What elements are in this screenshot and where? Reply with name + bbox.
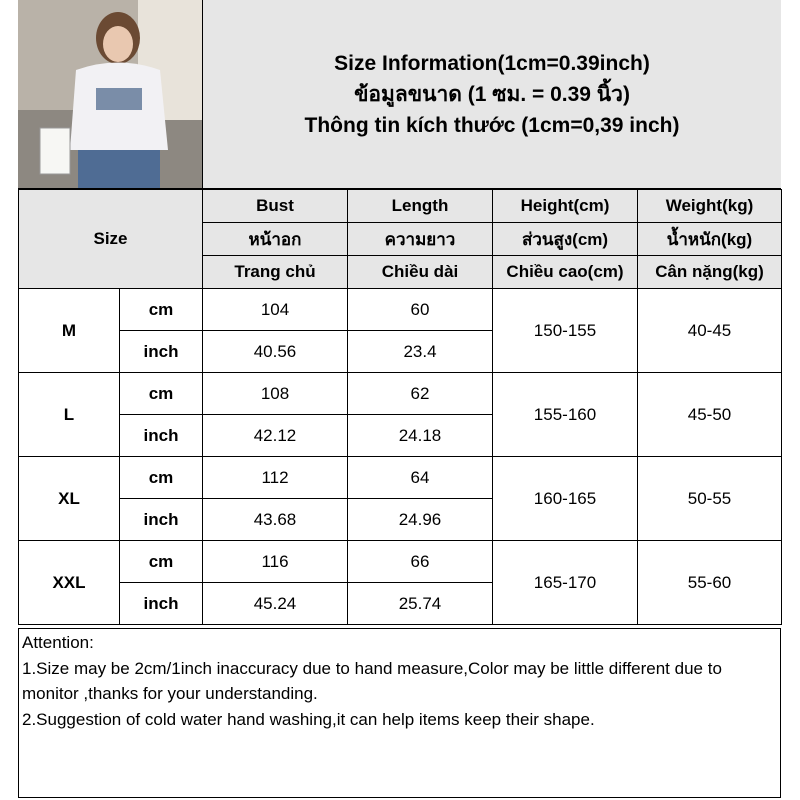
length-header-vietnamese: Chiều dài xyxy=(348,256,493,289)
length-inch: 24.96 xyxy=(348,499,493,541)
bust-header-vietnamese: Trang chủ xyxy=(203,256,348,289)
length-header: Length xyxy=(348,190,493,223)
height-header-thai: ส่วนสูง(cm) xyxy=(493,223,638,256)
length-cm: 64 xyxy=(348,457,493,499)
length-cm: 66 xyxy=(348,541,493,583)
notes-title: Attention: xyxy=(22,633,94,652)
unit-inch: inch xyxy=(120,331,203,373)
size-label: XXL xyxy=(19,541,120,625)
unit-cm: cm xyxy=(120,373,203,415)
header-title-thai: ข้อมูลขนาด (1 ซม. = 0.39 นิ้ว) xyxy=(354,82,630,106)
height-range: 165-170 xyxy=(493,541,638,625)
table-row xyxy=(19,541,782,583)
length-inch: 24.18 xyxy=(348,415,493,457)
unit-inch: inch xyxy=(120,415,203,457)
note-item-measurement: 1.Size may be 2cm/1inch inaccuracy due to hand measure,Color may be little different due to monitor ,thanks for your understanding. xyxy=(22,658,722,703)
weight-header-vietnamese: Cân nặng(kg) xyxy=(638,256,782,289)
attention-notes xyxy=(18,628,781,798)
table-row xyxy=(19,373,782,415)
height-header: Height(cm) xyxy=(493,190,638,223)
length-header-thai: ความยาว xyxy=(348,223,493,256)
size-chart xyxy=(18,0,781,798)
unit-cm: cm xyxy=(120,541,203,583)
weight-range: 45-50 xyxy=(638,373,782,457)
size-label: M xyxy=(19,289,120,373)
height-range: 155-160 xyxy=(493,373,638,457)
weight-header-thai: น้ำหนัก(kg) xyxy=(638,223,782,256)
product-photo xyxy=(18,0,203,189)
bust-cm: 116 xyxy=(203,541,348,583)
bust-cm: 108 xyxy=(203,373,348,415)
length-inch: 25.74 xyxy=(348,583,493,625)
bust-inch: 45.24 xyxy=(203,583,348,625)
size-table xyxy=(18,189,782,625)
header-title-vietnamese: Thông tin kích thước (1cm=0,39 inch) xyxy=(304,113,680,137)
bust-header-thai: หน้าอก xyxy=(203,223,348,256)
note-item-washing: 2.Suggestion of cold water hand washing,it can help items keep their shape. xyxy=(22,709,595,729)
bust-inch: 42.12 xyxy=(203,415,348,457)
height-range: 160-165 xyxy=(493,457,638,541)
length-cm: 62 xyxy=(348,373,493,415)
size-label: L xyxy=(19,373,120,457)
weight-header: Weight(kg) xyxy=(638,190,782,223)
bust-header: Bust xyxy=(203,190,348,223)
table-row xyxy=(19,457,782,499)
length-inch: 23.4 xyxy=(348,331,493,373)
header-row-english xyxy=(19,190,782,223)
size-info-header xyxy=(203,0,781,189)
weight-range: 40-45 xyxy=(638,289,782,373)
length-cm: 60 xyxy=(348,289,493,331)
height-header-vietnamese: Chiều cao(cm) xyxy=(493,256,638,289)
unit-cm: cm xyxy=(120,289,203,331)
height-range: 150-155 xyxy=(493,289,638,373)
weight-range: 55-60 xyxy=(638,541,782,625)
table-row xyxy=(19,289,782,331)
unit-cm: cm xyxy=(120,457,203,499)
bust-cm: 104 xyxy=(203,289,348,331)
weight-range: 50-55 xyxy=(638,457,782,541)
unit-inch: inch xyxy=(120,583,203,625)
size-column-title: Size xyxy=(19,190,203,289)
bust-cm: 112 xyxy=(203,457,348,499)
model-photo-illustration xyxy=(18,0,202,188)
bust-inch: 43.68 xyxy=(203,499,348,541)
bust-inch: 40.56 xyxy=(203,331,348,373)
size-label: XL xyxy=(19,457,120,541)
unit-inch: inch xyxy=(120,499,203,541)
header-title-english: Size Information(1cm=0.39inch) xyxy=(334,51,650,75)
